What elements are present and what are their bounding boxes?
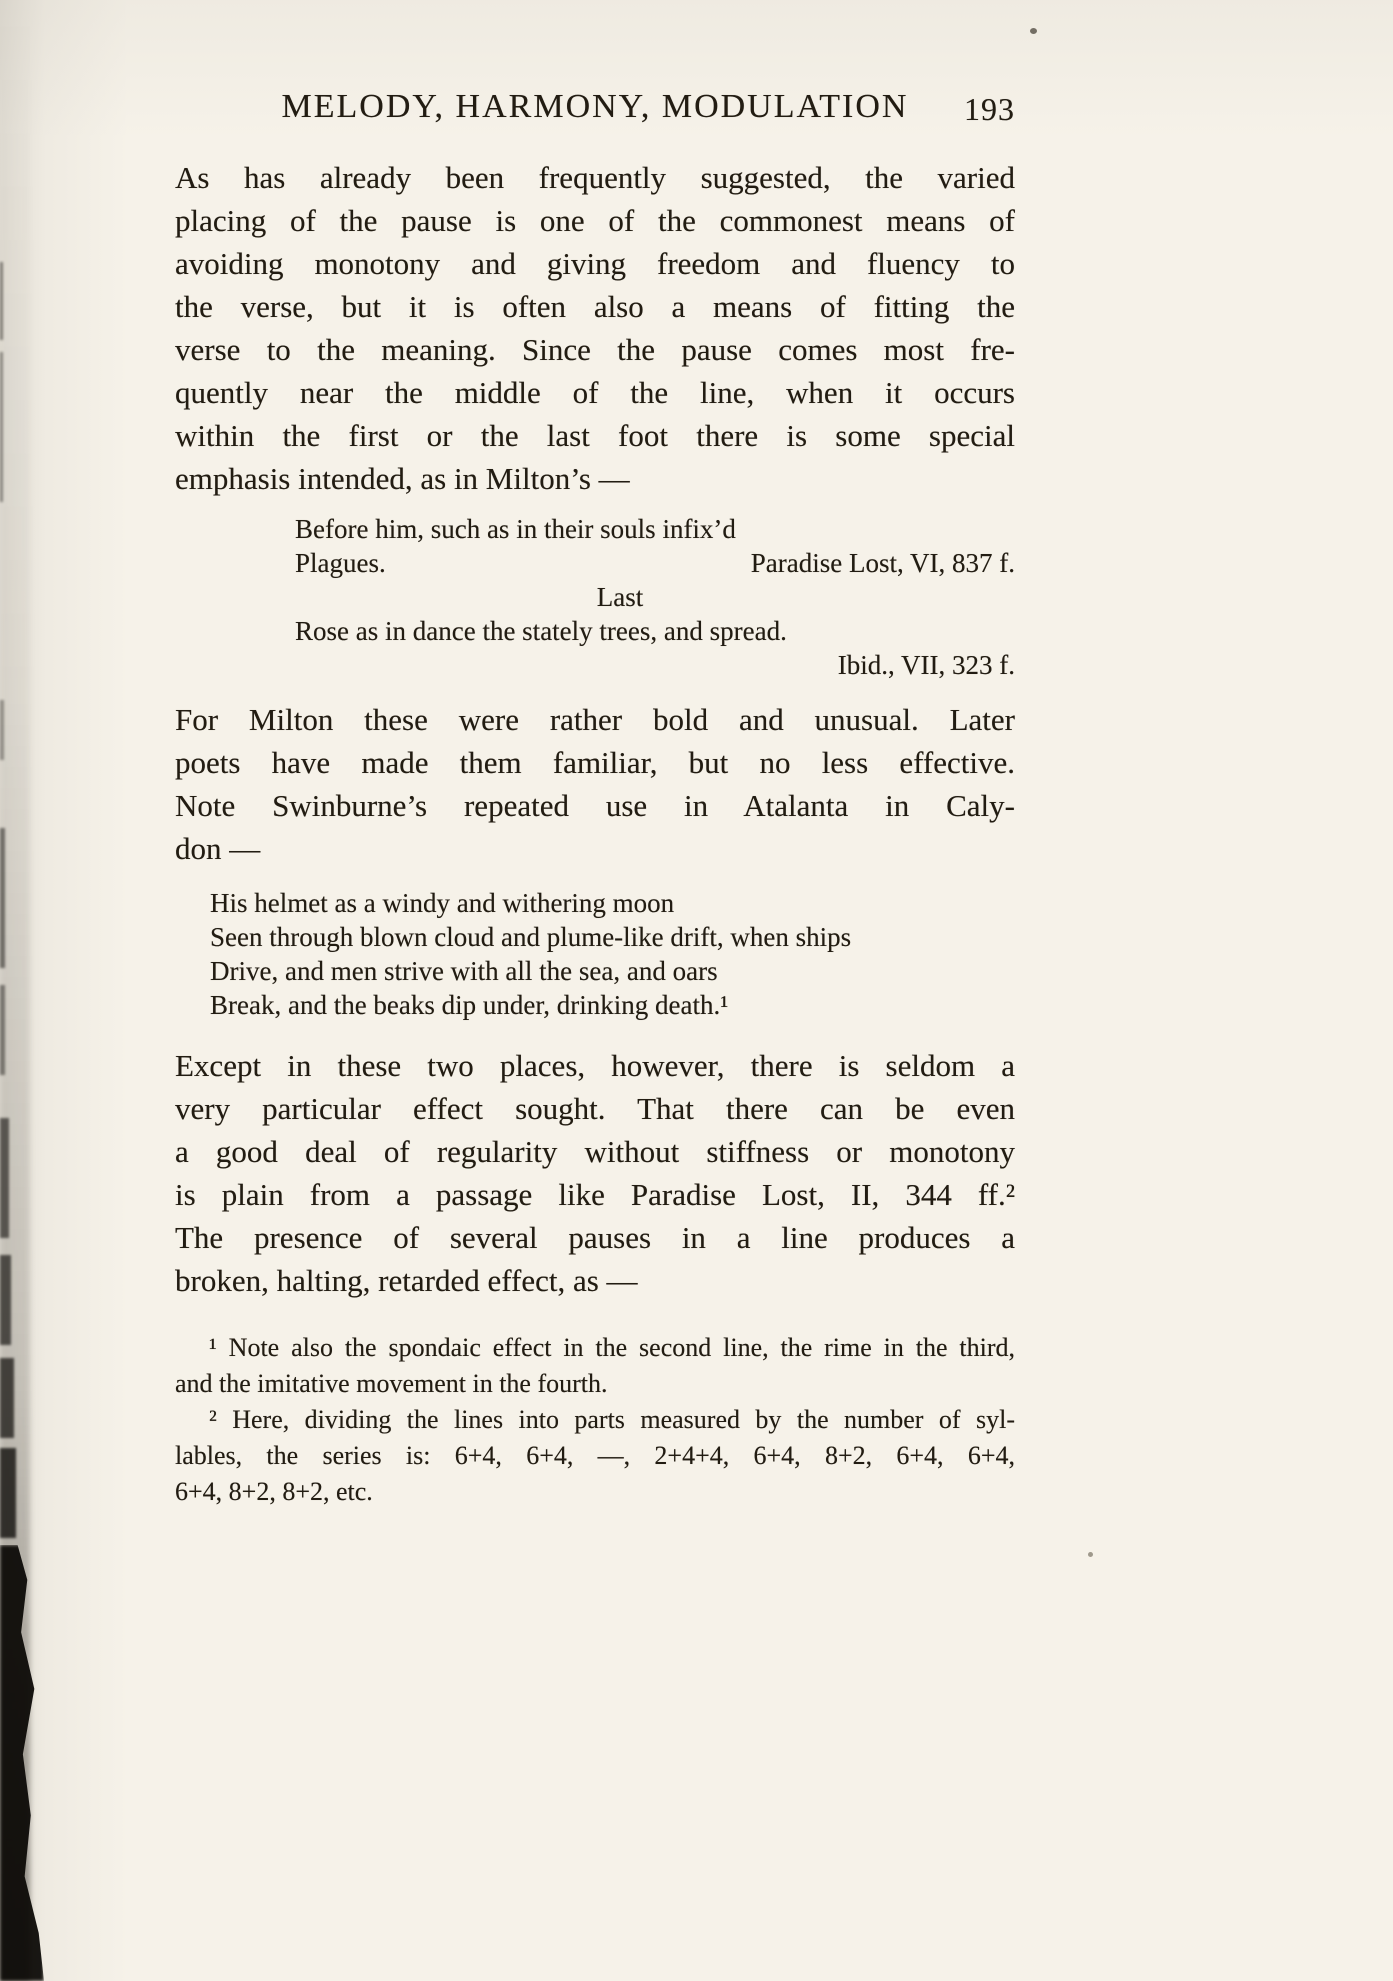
- scan-speck: [1030, 28, 1037, 34]
- scan-speck: [1088, 1552, 1093, 1557]
- verse-line: Last: [596, 582, 644, 612]
- scan-artifact-mark: [0, 1255, 11, 1345]
- scan-artifact-mark: [0, 1118, 9, 1238]
- page-number: 193: [964, 91, 1015, 127]
- verse-line-with-attribution: [295, 546, 1015, 580]
- text-line: placing of the pause is one of the commonest means of: [175, 203, 1015, 238]
- verse-line: Drive, and men strive with all the sea, and oars: [210, 956, 718, 986]
- quote-milton: [295, 512, 1015, 682]
- text-line: lables, the series is: 6+4, 6+4, —, 2+4+4, 6+4, 8+2, 6+4, 6+4,: [175, 1441, 1015, 1470]
- page-header: [175, 88, 1015, 132]
- quote-attribution: Ibid., VII, 323 f.: [837, 650, 1015, 680]
- text-line: 6+4, 8+2, 8+2, etc.: [175, 1477, 373, 1506]
- quote-swinburne: [210, 886, 1015, 1022]
- text-line: the verse, but it is often also a means of fitting the: [175, 289, 1015, 324]
- verse-line: His helmet as a windy and withering moon: [210, 888, 675, 918]
- text-line: and the imitative movement in the fourth.: [175, 1369, 608, 1398]
- text-line: avoiding monotony and giving freedom and fluency to: [175, 246, 1015, 281]
- paragraph-regularity: [175, 1044, 1015, 1302]
- text-line: verse to the meaning. Since the pause comes most fre-: [175, 332, 1015, 367]
- text-line: ¹ Note also the spondaic effect in the second line, the rime in the third,: [209, 1333, 1015, 1362]
- scan-artifact-mark: [0, 828, 5, 968]
- text-line: emphasis intended, as in Milton’s —: [175, 461, 630, 496]
- quote-attribution: Paradise Lost, VI, 837 f.: [750, 548, 1015, 578]
- text-line: Note Swinburne’s repeated use in Atalanta in Caly-: [175, 788, 1015, 823]
- verse-line: Plagues.: [295, 548, 386, 578]
- verse-line: Seen through blown cloud and plume-like drift, when ships: [210, 922, 852, 952]
- paragraph-milton-swinburne: [175, 698, 1015, 870]
- scan-artifact-mark: [0, 262, 3, 340]
- scan-artifact-mark: [0, 985, 5, 1075]
- running-title: MELODY, HARMONY, MODULATION: [281, 88, 909, 125]
- text-line: broken, halting, retarded effect, as —: [175, 1263, 638, 1298]
- scan-artifact-mark: [0, 700, 4, 760]
- text-line: The presence of several pauses in a line produces a: [175, 1220, 1015, 1255]
- text-line: As has already been frequently suggested, the varied: [175, 160, 1015, 195]
- text-line: Except in these two places, however, there is seldom a: [175, 1048, 1015, 1083]
- text-line: ² Here, dividing the lines into parts measured by the number of syl-: [209, 1405, 1015, 1434]
- scan-artifact-mark: [0, 1448, 16, 1538]
- text-column: [175, 0, 1015, 1510]
- scan-artifact-mark: [0, 352, 3, 502]
- text-line: quently near the middle of the line, when it occurs: [175, 375, 1015, 410]
- verse-line: Before him, such as in their souls infix’d: [295, 514, 736, 544]
- scan-artifact-mark: [0, 1545, 44, 1981]
- text-line: For Milton these were rather bold and unusual. Later: [175, 702, 1015, 737]
- text-line: poets have made them familiar, but no less effective.: [175, 745, 1015, 780]
- paragraph-pause-placement: [175, 156, 1015, 500]
- text-line: don —: [175, 831, 261, 866]
- verse-line: Rose as in dance the stately trees, and spread.: [295, 616, 787, 646]
- scan-artifact-mark: [0, 1358, 14, 1438]
- text-line: a good deal of regularity without stiffness or monotony: [175, 1134, 1015, 1169]
- verse-line: Break, and the beaks dip under, drinking death.¹: [210, 990, 729, 1020]
- footnote-1: [175, 1330, 1015, 1402]
- footnote-2: [175, 1402, 1015, 1510]
- text-line: very particular effect sought. That there can be even: [175, 1091, 1015, 1126]
- text-line: within the first or the last foot there is some special: [175, 418, 1015, 453]
- text-line: is plain from a passage like Paradise Lost, II, 344 ff.²: [175, 1177, 1015, 1212]
